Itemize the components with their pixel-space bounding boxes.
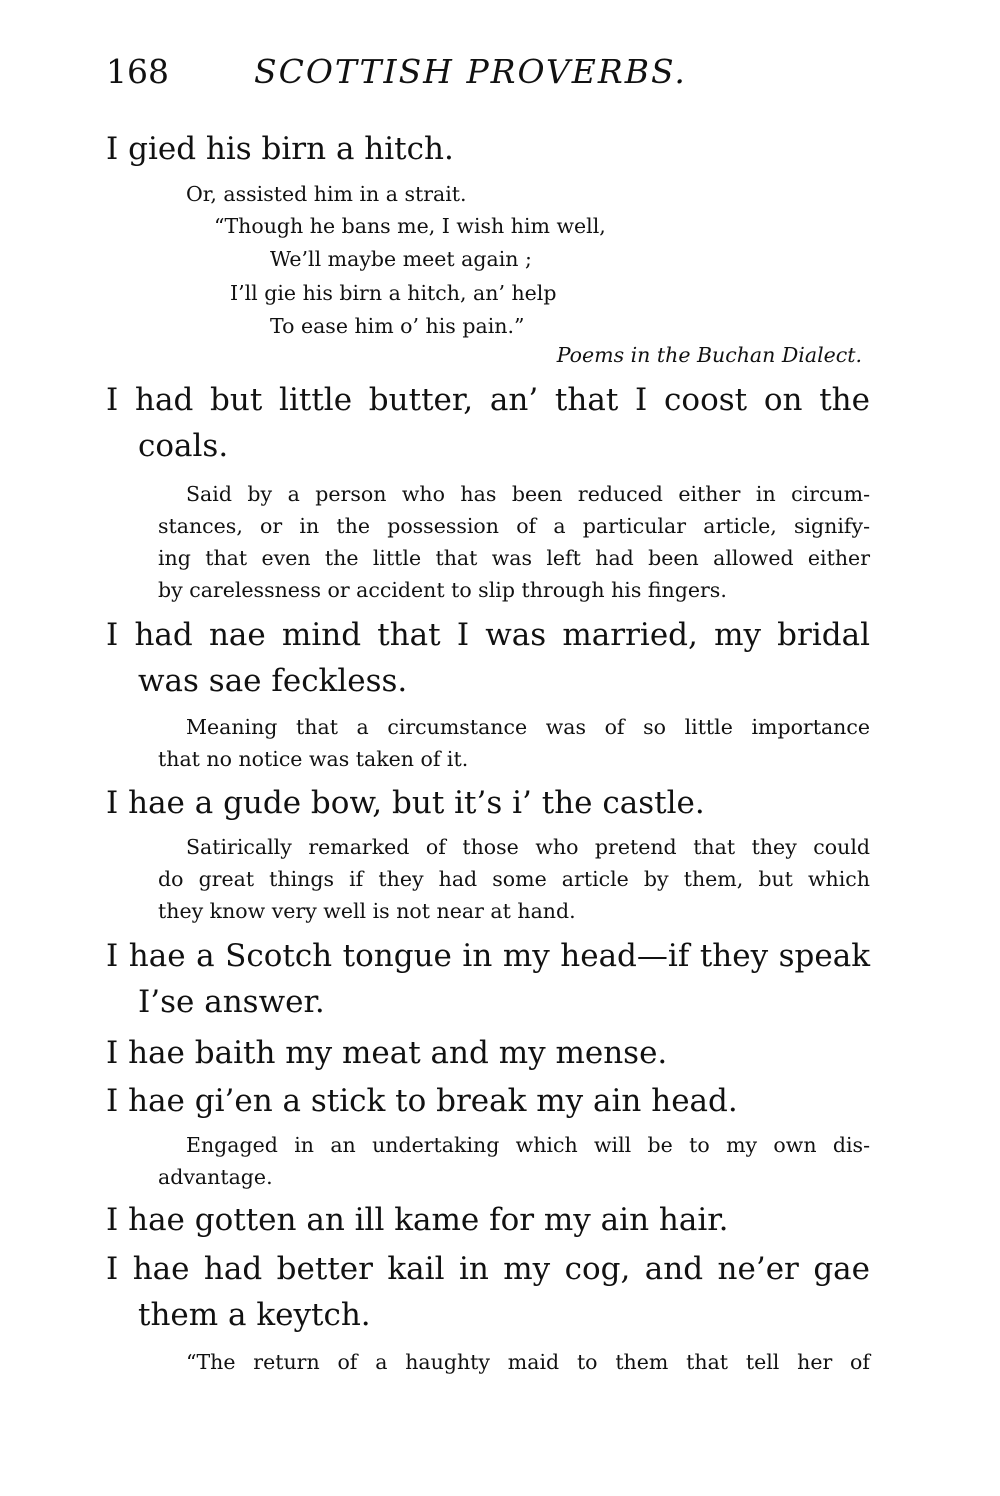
proverb-line: them a keytch. [138, 1297, 371, 1333]
gloss [158, 831, 870, 927]
gloss-line: Satirically remarked of those who pretend that they could [186, 835, 870, 859]
proverb [106, 377, 870, 469]
gloss-line: ing that even the little that was left had been allowed either [158, 546, 870, 570]
attribution: Poems in the Buchan Dialect. [556, 343, 862, 367]
proverb [106, 1078, 870, 1124]
gloss-line: Engaged in an undertaking which will be to my own dis- [186, 1133, 870, 1157]
gloss [186, 178, 866, 210]
gloss-line: advantage. [158, 1165, 273, 1189]
gloss-line: Or, assisted him in a strait. [186, 182, 467, 206]
gloss-line: Said by a person who has been reduced either in circum- [186, 482, 870, 506]
gloss [158, 1129, 870, 1193]
proverb-line: I hae a Scotch tongue in my head—if they speak [106, 938, 870, 974]
proverb [106, 933, 870, 1025]
proverb-line: I’se answer. [138, 984, 325, 1020]
page-number: 168 [106, 52, 169, 91]
verse-line: I’ll gie his birn a hitch, an’ help [230, 281, 557, 305]
proverb-line: I had but little butter, an’ that I coost on the [106, 382, 870, 418]
gloss [158, 711, 870, 775]
gloss-line: that no notice was taken of it. [158, 747, 469, 771]
gloss-line: they know very well is not near at hand. [158, 899, 576, 923]
proverb-line: I gied his birn a hitch. [106, 131, 454, 167]
gloss [158, 478, 870, 606]
proverb-line: I hae had better kail in my cog, and ne’er gae [106, 1251, 870, 1287]
gloss-line: Meaning that a circumstance was of so little importance [186, 715, 870, 739]
verse-line: “Though he bans me, I wish him well, [214, 214, 606, 238]
proverb-line: I hae baith my meat and my mense. [106, 1035, 668, 1071]
proverb-line: coals. [138, 428, 229, 464]
proverb-line: I hae gotten an ill kame for my ain hair. [106, 1202, 729, 1238]
proverb-line: was sae feckless. [138, 663, 408, 699]
proverb-line: I hae a gude bow, but it’s i’ the castle. [106, 785, 705, 821]
gloss-line: do great things if they had some article by them, but which [158, 867, 870, 891]
proverb-line: I hae gi’en a stick to break my ain head. [106, 1083, 738, 1119]
verse-line: To ease him o’ his pain.” [270, 314, 525, 338]
page-header [106, 52, 906, 100]
proverb [106, 780, 870, 826]
gloss-line: stances, or in the possession of a particular article, signify- [158, 514, 870, 538]
proverb [106, 1030, 870, 1076]
gloss-line: by carelessness or accident to slip through his fingers. [158, 578, 727, 602]
proverb [106, 126, 870, 172]
proverb [106, 1197, 870, 1243]
proverb [106, 612, 870, 704]
proverb [106, 1246, 870, 1338]
gloss [158, 1346, 870, 1378]
running-title: SCOTTISH PROVERBS. [254, 52, 687, 91]
proverb-line: I had nae mind that I was married, my bridal [106, 617, 870, 653]
verse-line: We’ll maybe meet again ; [270, 247, 532, 271]
gloss-line: “The return of a haughty maid to them that tell her of [186, 1350, 870, 1374]
